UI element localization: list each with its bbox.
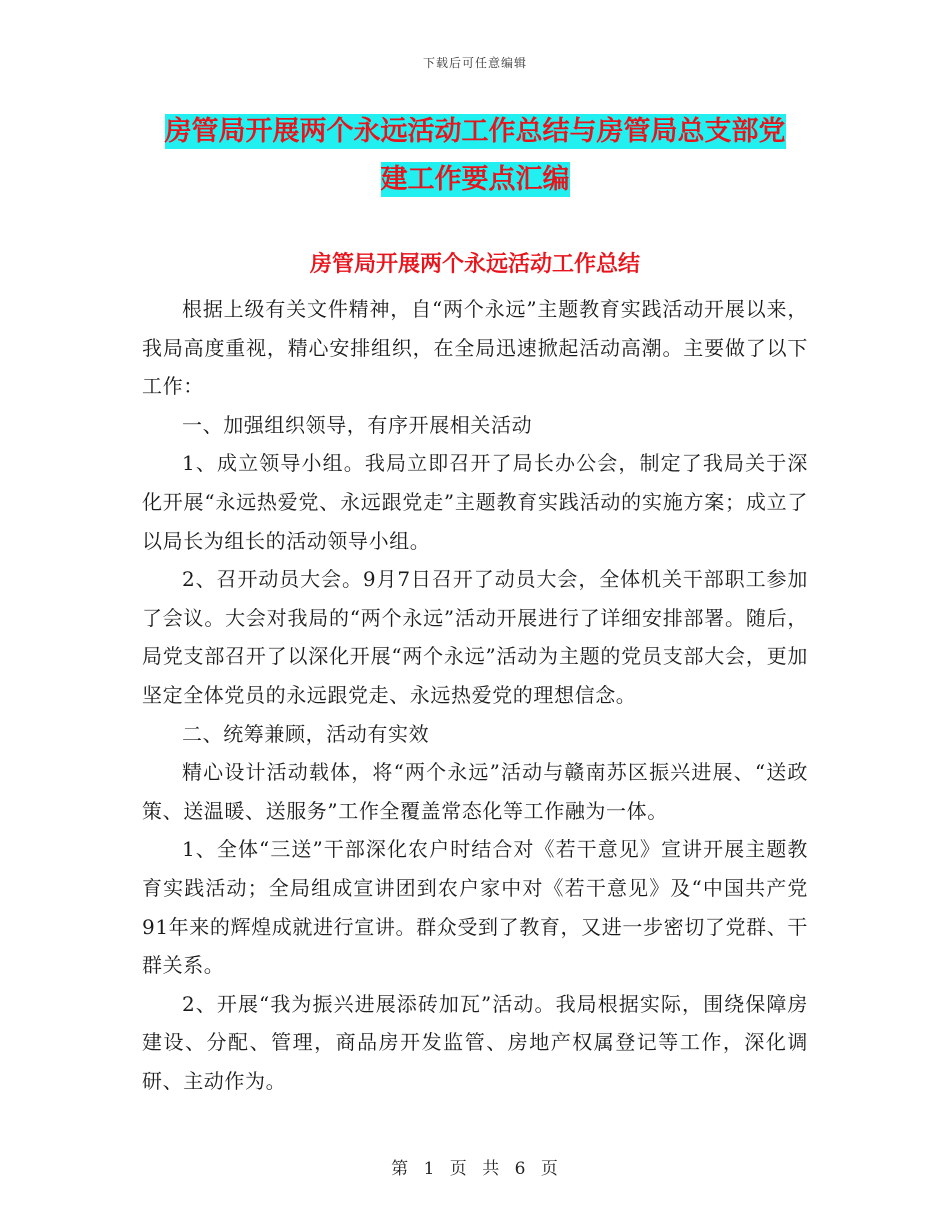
paragraph-item: 精心设计活动载体，将“两个永远”活动与赣南苏区振兴进展、“送政策、送温暖、送服务”工作全覆盖常态化等工作融为一体。 [142,760,808,823]
paragraph-heading-2: 二、统筹兼顾，活动有实效 [182,721,430,746]
paragraph-item: 1、全体“三送”干部深化农户时结合对《若干意见》宣讲开展主题教育实践活动；全局组成宣讲团到农户家中对《若干意见》及“中国共产党91年来的辉煌成就进行宣讲。群众受到了教育，又进一步密切了党群、干群关系。 [142,837,808,978]
paragraph-item: 2、开展“我为振兴进展添砖加瓦”活动。我局根据实际，围绕保障房建设、分配、管理，商品房开发监管、房地产权属登记等工作，深化调研、主动作为。 [142,991,808,1093]
page-label-suffix: 页 [540,1159,559,1179]
paragraph-heading-1: 一、加强组织领导，有序开展相关活动 [182,412,533,437]
total-label: 共 [482,1159,501,1179]
title-line-2: 建工作要点汇编 [380,164,570,195]
page-label-prefix: 第 [391,1159,410,1179]
total-pages-number: 6 [514,1159,527,1179]
section-title: 房管局开展两个永远活动工作总结 [309,252,640,277]
page-label-mid: 页 [449,1159,468,1179]
document-body [142,290,808,1100]
paragraph-item: 1、成立领导小组。我局立即召开了局长办公会，制定了我局关于深化开展“永远热爱党、永远跟党走”主题教育实践活动的实施方案；成立了以局长为组长的活动领导小组。 [142,451,808,553]
paragraph-item: 2、召开动员大会。9月7日召开了动员大会，全体机关干部职工参加了会议。大会对我局的“两个永远”活动开展进行了详细安排部署。随后，局党支部召开了以深化开展“两个永远”活动为主题的党员支部大会，更加坚定全体党员的永远跟党走、永远热爱党的理想信念。 [142,567,808,707]
document-title [0,108,950,204]
current-page-number: 1 [423,1159,436,1179]
paragraph-intro: 根据上级有关文件精神，自“两个永远”主题教育实践活动开展以来，我局高度重视，精心安排组织，在全局迅速掀起活动高潮。主要做了以下工作： [142,297,808,399]
page-footer [0,1154,950,1179]
page-header-note: 下载后可任意编辑 [422,56,527,70]
title-line-1: 房管局开展两个永远活动工作总结与房管局总支部党 [164,116,786,147]
